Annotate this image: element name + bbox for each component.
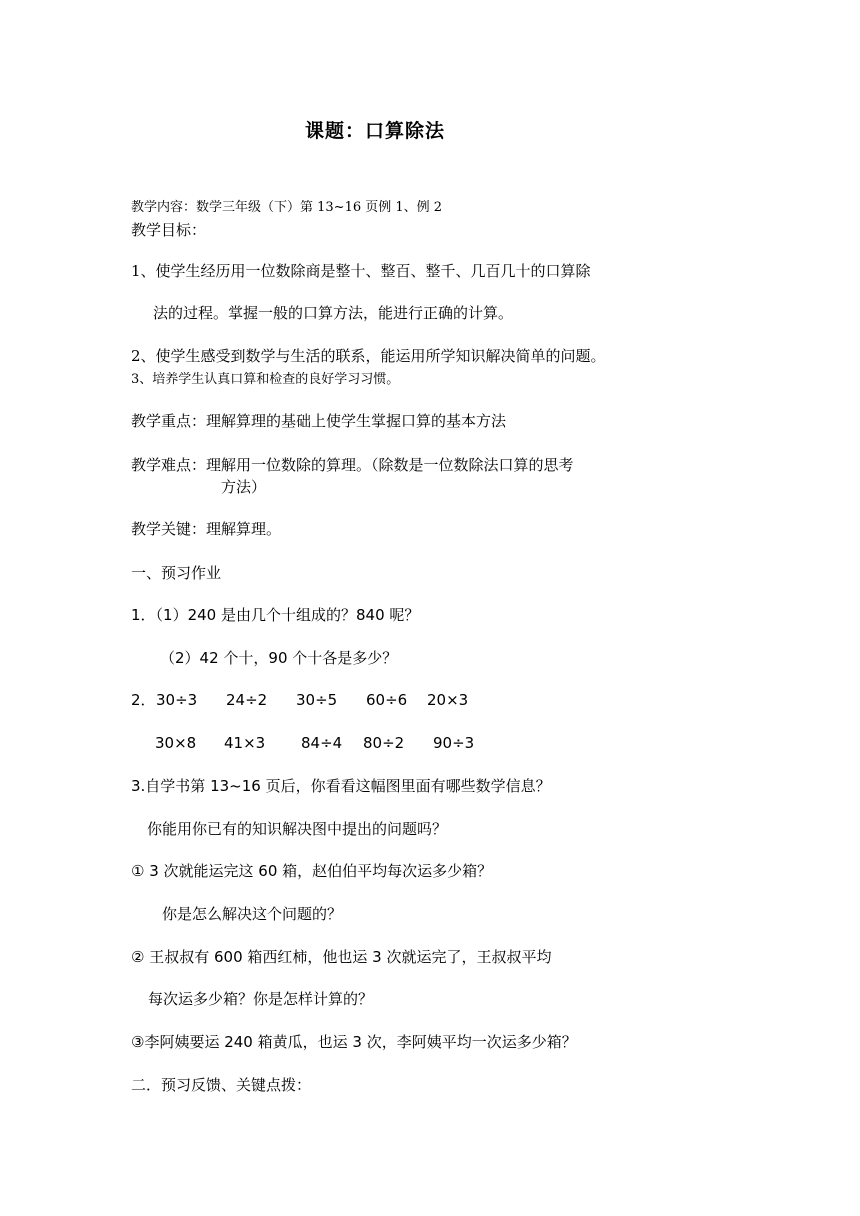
problem-1-b: 你是怎么解决这个问题的？ [162,905,343,923]
goal-2: 2、使学生感受到数学与生活的联系，能运用所学知识解决简单的问题。 [131,347,606,365]
difficulty-line-2: 方法） [221,478,267,496]
problem-1-a: ① 3 次就能运完这 60 箱，赵伯伯平均每次运多少箱？ [131,862,493,880]
expression: 60÷6 [366,691,408,709]
expression: 30÷5 [296,691,338,709]
question-2-row-2 [131,734,731,752]
question-3-a: 3.自学书第 13~16 页后，你看看这幅图里面有哪些数学信息？ [131,777,551,795]
expression: 20×3 [427,691,469,709]
problem-3: ③李阿姨要运 240 箱黄瓜，也运 3 次，李阿姨平均一次运多少箱？ [131,1033,577,1051]
problem-2-b: 每次运多少箱？你是怎样计算的？ [148,990,374,1008]
teaching-key: 教学关键：理解算理。 [131,520,282,538]
expression: 30÷3 [156,691,198,709]
expression: 84÷4 [301,734,343,752]
goal-3: 3、培养学生认真口算和检查的良好学习习惯。 [131,372,400,387]
question-3-b: 你能用你已有的知识解决图中提出的问题吗？ [147,820,448,838]
expression: 30×8 [155,734,197,752]
expression: 90÷3 [433,734,475,752]
expression: 41×3 [224,734,266,752]
question-1-a: 1．（1）240 是由几个十组成的？840 呢？ [131,606,420,624]
goals-heading: 教学目标： [131,221,207,239]
question-1-b: （2）42 个十，90 个十各是多少？ [160,649,398,667]
difficulty-line-1: 教学难点：理解用一位数除的算理。（除数是一位数除法口算的思考 [131,456,574,474]
key-point: 教学重点：理解算理的基础上使学生掌握口算的基本方法 [131,412,507,430]
teaching-content: 教学内容：数学三年级（下）第 13~16 页例 1、例 2 [131,200,443,215]
page-title: 课题：口算除法 [305,120,446,142]
section-2-heading: 二．预习反馈、关键点拨： [131,1076,312,1094]
goal-1-line-1: 1、使学生经历用一位数除商是整十、整百、整千、几百几十的口算除 [131,262,591,280]
problem-2-a: ② 王叔叔有 600 箱西红柿，他也运 3 次就运完了，王叔叔平均 [131,948,552,966]
question-2-row-1 [131,691,731,709]
question-2-label: 2． [131,691,156,709]
section-1-heading: 一、预习作业 [131,564,222,582]
goal-1-line-2: 法的过程。掌握一般的口算方法，能进行正确的计算。 [153,304,514,322]
expression: 80÷2 [363,734,405,752]
expression: 24÷2 [226,691,268,709]
